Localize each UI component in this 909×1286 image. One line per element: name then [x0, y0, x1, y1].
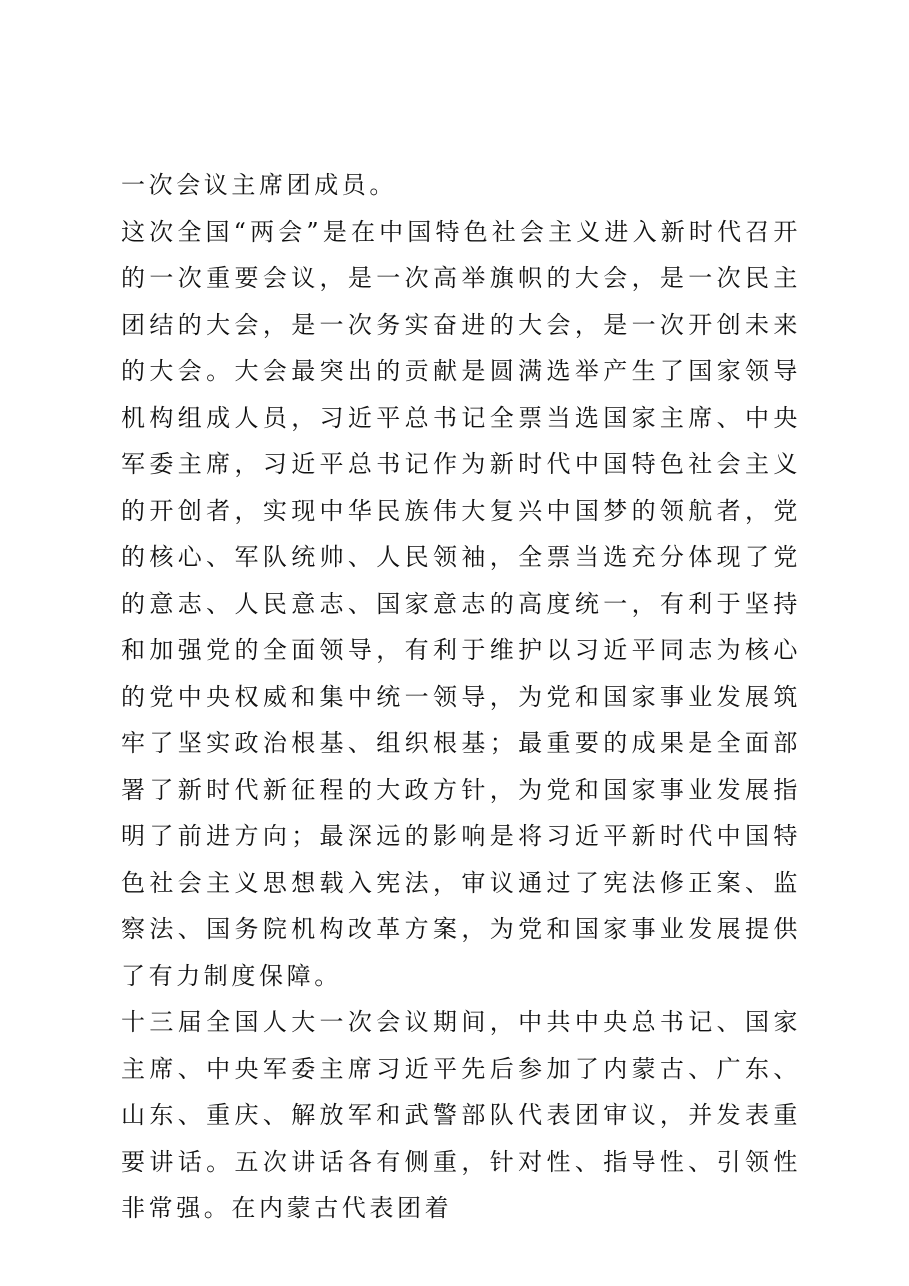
paragraph-1: 一次会议主席团成员。 — [121, 171, 397, 199]
paragraph-2: 这次全国“两会”是在中国特色社会主义进入新时代召开的一次重要会议，是一次高举旗帜的大会，是一次民主团结的大会，是一次务实奋进的大会，是一次开创未来的大会。大会最突出的贡献是圆满选举产生了国家领导机构组成人员，习近平总书记全票当选国家主席、中央军委主席，习近平总书记作为新时代中国特色社会主义的开创者，实现中华民族伟大复兴中国梦的领航者，党的核心、军队统帅、人民领袖，全票当选充分体现了党的意志、人民意志、国家意志的高度统一，有利于坚持和加强党的全面领导，有利于维护以习近平同志为核心的党中央权威和集中统一领导，为党和国家事业发展筑牢了坚实政治根基、组织根基；最重要的成果是全面部署了新时代新征程的大政方针，为党和国家事业发展指明了前进方向；最深远的影响是将习近平新时代中国特色社会主义思想载入宪法，审议通过了宪法修正案、监察法、国务院机构改革方案，为党和国家事业发展提供了有力制度保障。 — [121, 217, 801, 990]
body-text — [121, 162, 801, 1232]
paragraph-3: 十三届全国人大一次会议期间，中共中央总书记、国家主席、中央军委主席习近平先后参加了内蒙古、广东、山东、重庆、解放军和武警部队代表团审议，并发表重要讲话。五次讲话各有侧重，针对性、指导性、引领性非常强。在内蒙古代表团着 — [121, 1008, 801, 1222]
